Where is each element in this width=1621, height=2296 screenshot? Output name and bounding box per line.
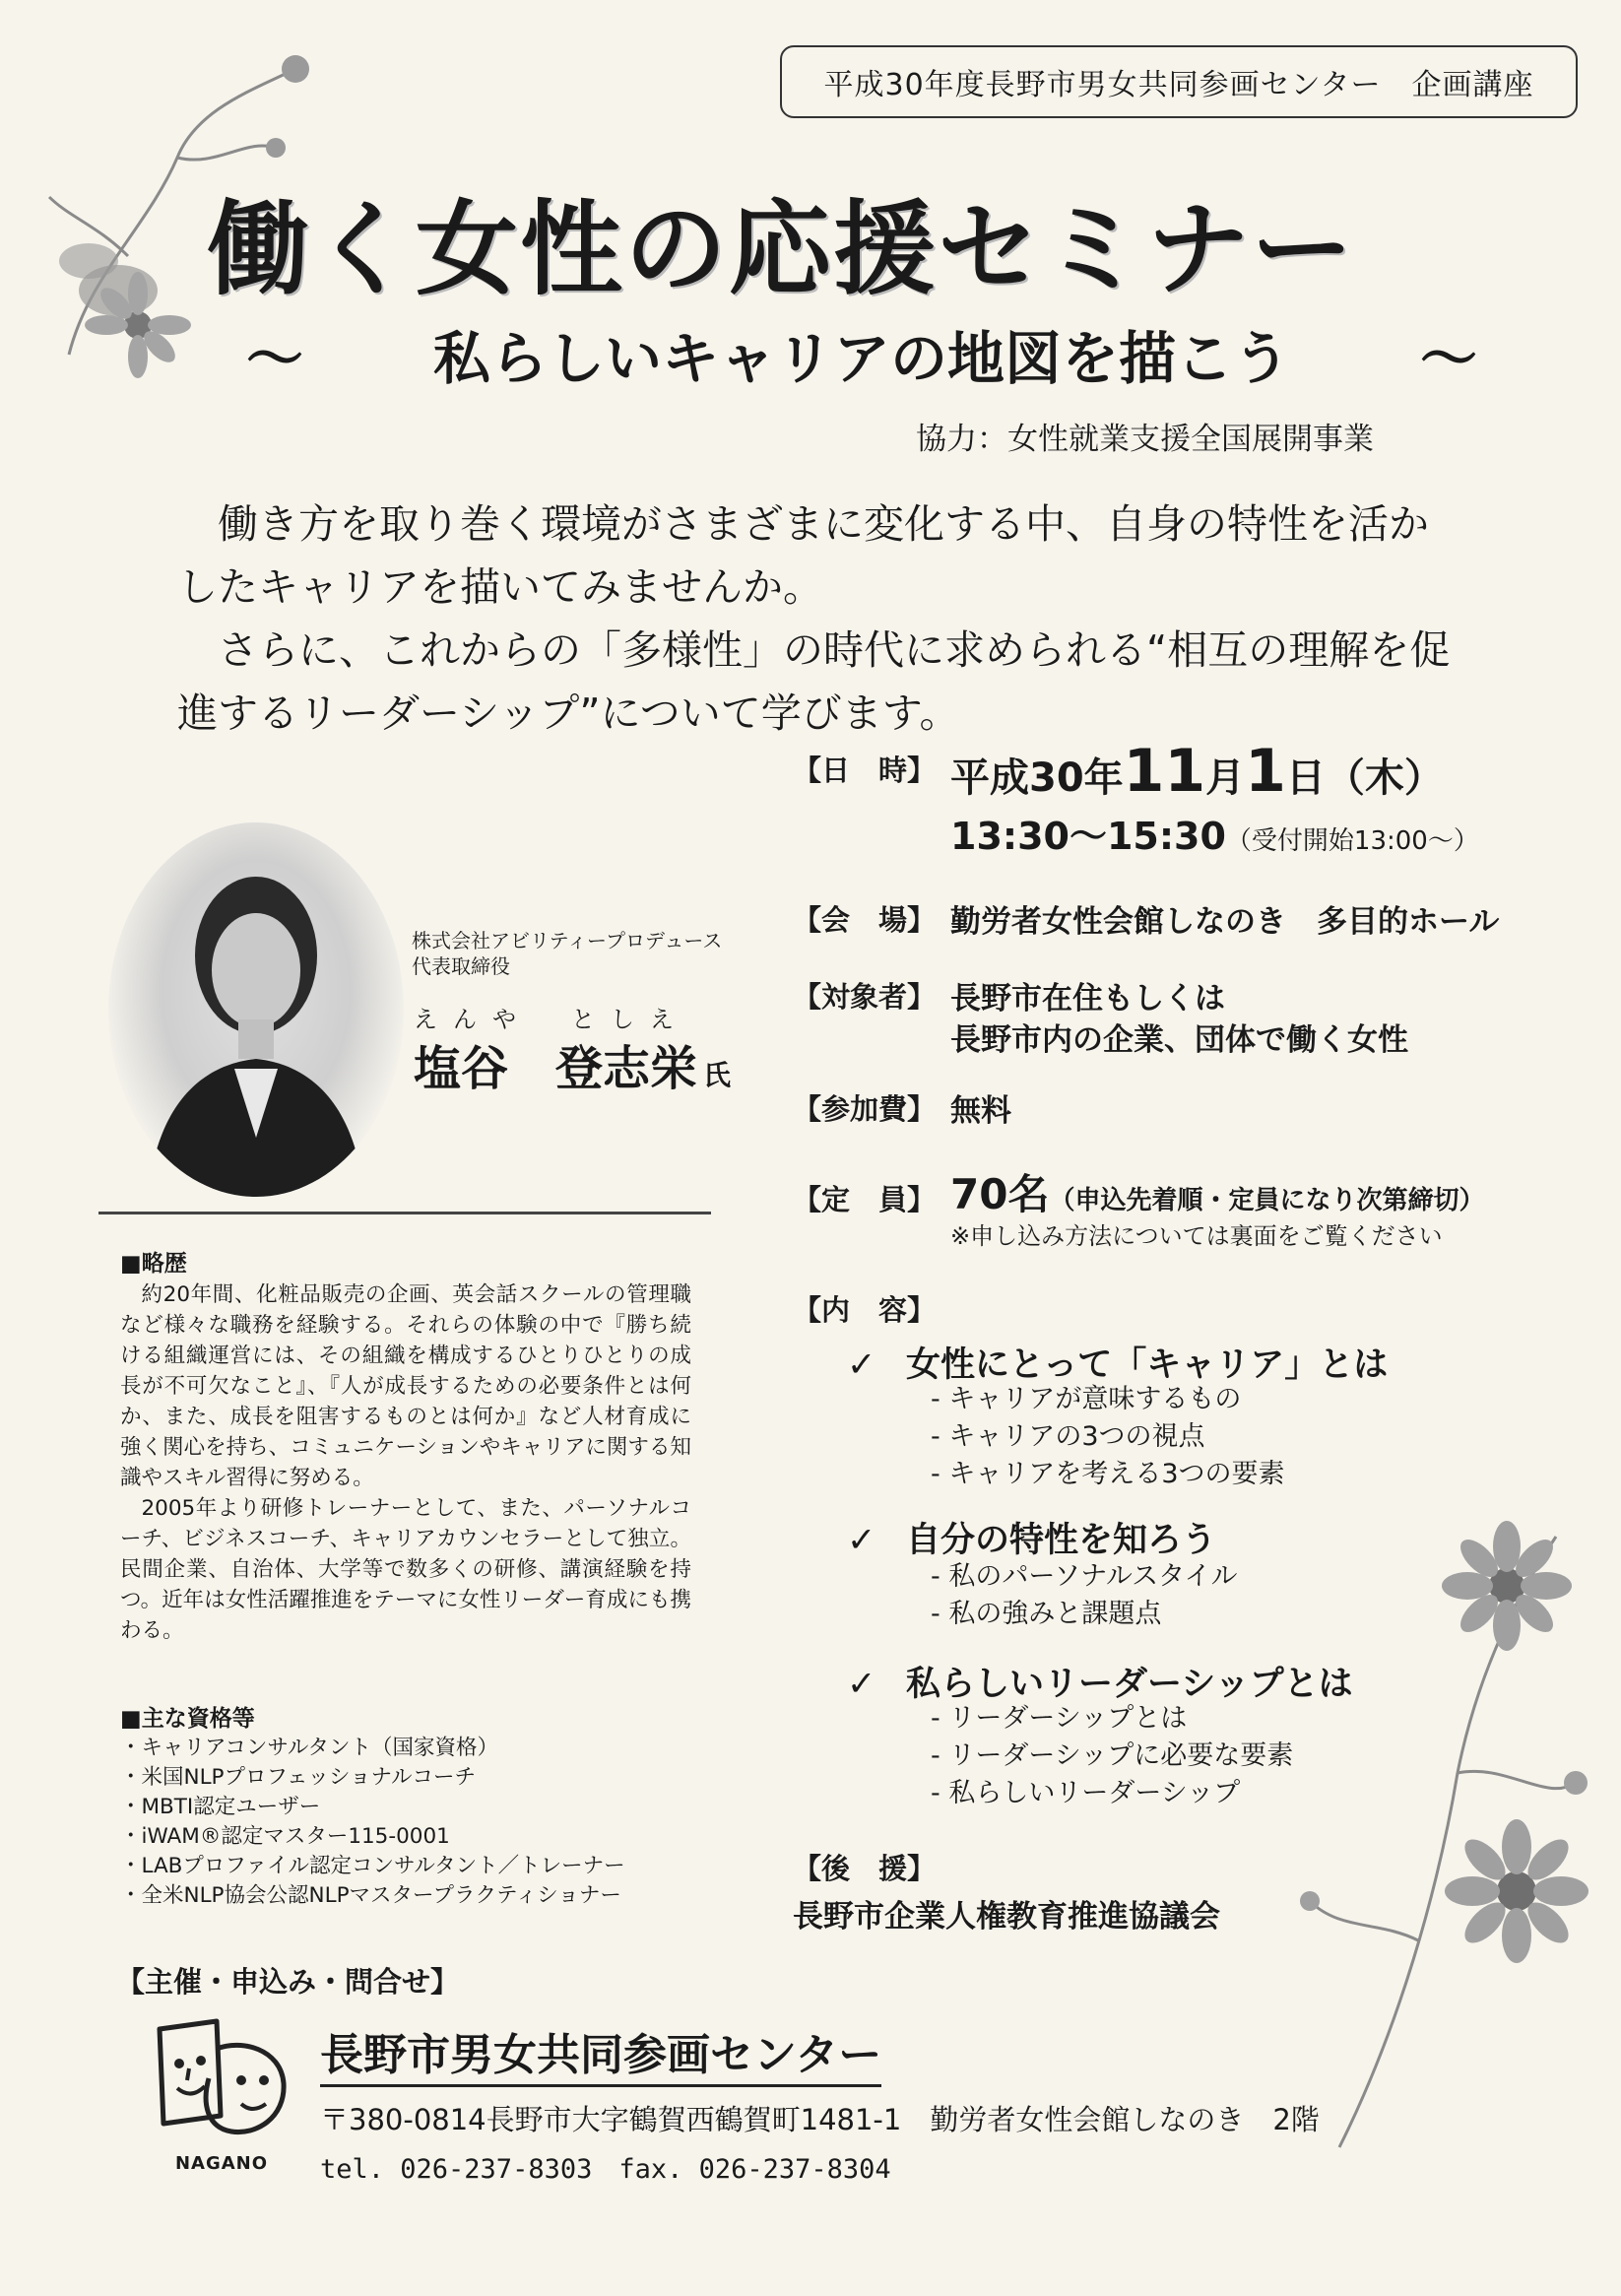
list-item: - キャリアを考える3つの要素 xyxy=(931,1456,1285,1493)
list-item: - キャリアが意味するもの xyxy=(931,1381,1285,1418)
date-day: 1 xyxy=(1245,737,1286,806)
organizer-address: 〒380-0814長野市大字鶴賀西鶴賀町1481-1 勤労者女性会館しなのき 2階 xyxy=(320,2103,1320,2136)
list-item: - リーダーシップとは xyxy=(931,1700,1293,1738)
qualifications-heading: ■主な資格等 xyxy=(120,1706,255,1732)
page-subtitle xyxy=(246,325,1477,394)
logo-label: NAGANO xyxy=(174,2153,269,2174)
date-day-unit: 日（木） xyxy=(1285,755,1444,801)
reception-time: （受付開始13:00〜） xyxy=(1225,826,1479,856)
venue-label: 【会 場】 xyxy=(793,903,937,937)
target-line-2: 長野市内の企業、団体で働く女性 xyxy=(950,1022,1408,1058)
intro-paragraph-2: さらに、これからの「多様性」の時代に求められる“相互の理解を促進するリーダーシップ”について学びます。 xyxy=(177,626,1451,737)
date-label: 【日 時】 xyxy=(793,754,937,787)
application-note: ※申し込み方法については裏面をご覧ください xyxy=(950,1222,1443,1250)
fee-label: 【参加費】 xyxy=(793,1092,937,1126)
speaker-name-text: 塩谷 登志栄 xyxy=(414,1041,698,1096)
qualifications xyxy=(120,1704,711,1911)
date-month: 11 xyxy=(1123,737,1206,806)
check-icon: ✓ xyxy=(847,1521,876,1560)
content-topic-2 xyxy=(847,1513,1216,1562)
list-item: ・iWAM®認定マスター115-0001 xyxy=(120,1824,450,1849)
cooperation-credit: 協力：女性就業支援全国展開事業 xyxy=(916,422,1374,457)
check-icon: ✓ xyxy=(847,1665,876,1704)
date-month-unit: 月 xyxy=(1205,755,1246,801)
time-range: 13:30〜15:30 xyxy=(950,815,1226,858)
profile-heading: ■略歴 xyxy=(120,1251,187,1277)
sponsor-value: 長野市企業人権教育推進協議会 xyxy=(793,1899,1220,1935)
intro-text xyxy=(177,492,1458,745)
content-topic-title: 私らしいリーダーシップとは xyxy=(906,1665,1353,1704)
list-item: ・全米NLP協会公認NLPマスタープラクティショナー xyxy=(120,1883,621,1908)
program-badge: 平成30年度長野市男女共同参画センター 企画講座 xyxy=(780,45,1578,118)
subtitle-tilde-right: ～ xyxy=(1419,325,1477,392)
content-label: 【内 容】 xyxy=(793,1293,937,1327)
list-item: - 私の強みと課題点 xyxy=(931,1596,1238,1633)
speaker-affiliation xyxy=(412,928,722,979)
list-item: - 私のパーソナルスタイル xyxy=(931,1558,1238,1596)
flower-decoration-bottom-right xyxy=(1280,1477,1615,2167)
organizer-name: 長野市男女共同参画センター xyxy=(320,2019,881,2087)
list-item: - キャリアの3つの視点 xyxy=(931,1418,1285,1456)
subtitle-text: 私らしいキャリアの地図を描こう xyxy=(432,325,1290,392)
event-time xyxy=(950,806,1479,860)
list-item: ・米国NLPプロフェッショナルコーチ xyxy=(120,1765,476,1790)
page-title: 働く女性の応援セミナー xyxy=(207,189,1356,309)
content-topic-2-items xyxy=(931,1558,1238,1633)
capacity-label: 【定 員】 xyxy=(793,1183,937,1216)
speaker-honorific: 氏 xyxy=(703,1059,732,1091)
intro-paragraph-1: 働き方を取り巻く環境がさまざまに変化する中、自身の特性を活かしたキャリアを描いてみませんか。 xyxy=(177,500,1429,611)
check-icon: ✓ xyxy=(847,1345,876,1385)
content-topic-title: 自分の特性を知ろう xyxy=(906,1521,1217,1560)
capacity-value xyxy=(950,1162,1484,1221)
venue-value: 勤労者女性会館しなのき 多目的ホール xyxy=(950,904,1500,940)
speaker-name xyxy=(414,1030,731,1098)
content-topic-1-items xyxy=(931,1381,1285,1493)
list-item: ・キャリアコンサルタント（国家資格） xyxy=(120,1736,498,1760)
target-line-1: 長野市在住もしくは xyxy=(950,981,1225,1017)
subtitle-tilde-left: ～ xyxy=(246,325,304,392)
profile-paragraph-1: 約20年間、化粧品販売の企画、英会話スクールの管理職など様々な職務を経験する。それらの体験の中で『勝ち続ける組織運営には、その組織を構成するひとりひとりの成長が不可欠なこと』、『人が成長するための必要条件とは何か、また、成長を阻害するものとは何か』など人材育成に強く関心を持ち、コミュニケーションやキャリアに関する知識やスキル習得に努める。 xyxy=(120,1282,691,1490)
organizer-contact: tel. 026-237-8303 fax. 026-237-8304 xyxy=(320,2154,891,2185)
list-item: - リーダーシップに必要な要素 xyxy=(931,1738,1293,1775)
capacity-number: 70名 xyxy=(950,1170,1050,1218)
content-topic-3 xyxy=(847,1657,1353,1706)
nagano-logo-icon xyxy=(148,2009,295,2147)
qualifications-list xyxy=(120,1734,711,1911)
organizer-label: 【主催・申込み・問合せ】 xyxy=(116,1965,460,1999)
content-topic-title: 女性にとって「キャリア」とは xyxy=(906,1345,1389,1385)
fee-value: 無料 xyxy=(950,1093,1011,1129)
target-label: 【対象者】 xyxy=(793,980,937,1014)
content-topic-3-items xyxy=(931,1700,1293,1812)
divider xyxy=(98,1212,711,1214)
list-item: ・LABプロファイル認定コンサルタント／トレーナー xyxy=(120,1854,625,1878)
profile-paragraph-2: 2005年より研修トレーナーとして、また、パーソナルコーチ、ビジネスコーチ、キャリアカウンセラーとして独立。民間企業、自治体、大学等で数多くの研修、講演経験を持つ。近年は女性活躍推進をテーマに女性リーダー育成にも携わる。 xyxy=(120,1496,691,1643)
capacity-detail: （申込先着順・定員になり次第締切） xyxy=(1049,1186,1485,1215)
event-date xyxy=(950,737,1444,806)
speaker-position: 代表取締役 xyxy=(412,954,510,978)
speaker-company: 株式会社アビリティープロデュース xyxy=(412,929,723,952)
speaker-name-reading: えんや としえ xyxy=(414,1006,689,1033)
list-item: ・MBTI認定ユーザー xyxy=(120,1795,321,1819)
list-item: - 私らしいリーダーシップ xyxy=(931,1775,1293,1812)
speaker-profile xyxy=(120,1249,691,1646)
date-era-year: 平成30年 xyxy=(950,755,1124,801)
sponsor-label: 【後 援】 xyxy=(793,1852,937,1885)
speaker-photo xyxy=(108,822,404,1197)
content-topic-1 xyxy=(847,1338,1388,1387)
